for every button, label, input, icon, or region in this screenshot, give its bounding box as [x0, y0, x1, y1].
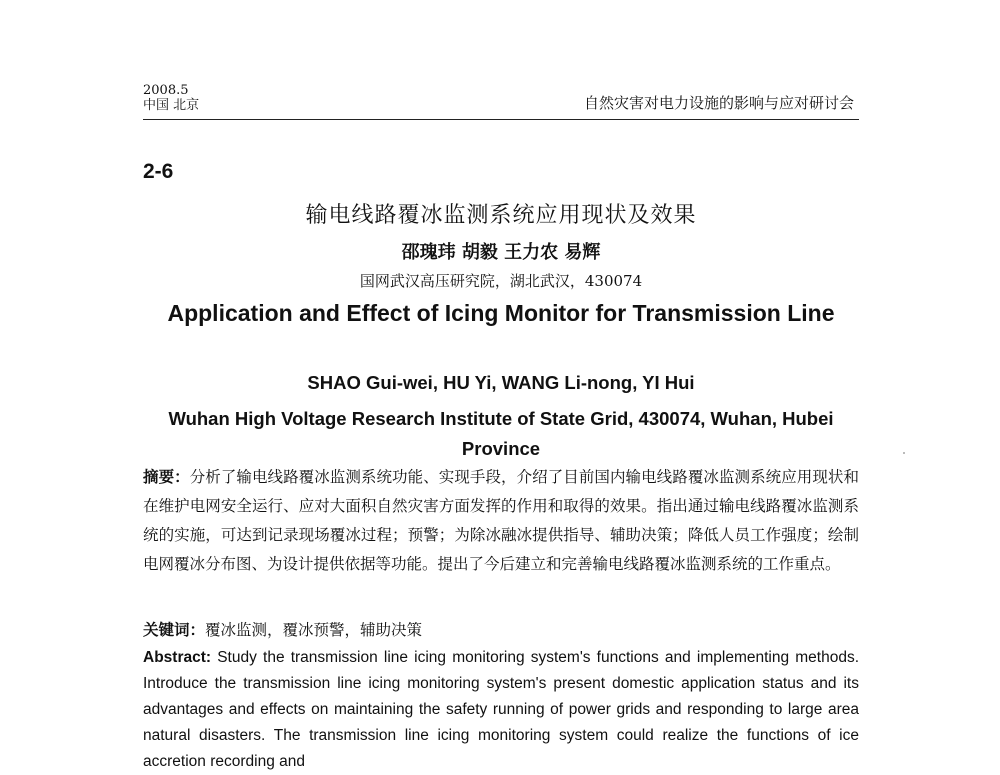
header-rule [143, 119, 859, 120]
title-cn: 输电线路覆冰监测系统应用现状及效果 [305, 203, 697, 228]
header-conference: 自然灾害对电力设施的影响与应对研讨会 [583, 94, 854, 112]
affiliation-en: Wuhan High Voltage Research Institute of State Grid, 430074, Wuhan, Hubei Province [168, 408, 834, 459]
abstract-cn-label: 摘要： [143, 467, 190, 486]
title-en: Application and Effect of Icing Monitor for Transmission Line [167, 300, 835, 326]
authors-en: SHAO Gui-wei, HU Yi, WANG Li-nong, YI Hui [307, 372, 695, 393]
header-date-location [143, 83, 199, 113]
keywords-cn-text: 覆冰监测，覆冰预警，辅助决策 [205, 621, 423, 639]
abstract-cn-text: 分析了输电线路覆冰监测系统功能、实现手段，介绍了目前国内输电线路覆冰监测系统应用现状和在维护电网安全运行、应对大面积自然灾害方面发挥的作用和取得的效果。指出通过输电线路覆冰监测系统的实施，可达到记录现场覆冰过程；预警；为除冰融冰提供指导、辅助决策；降低人员工作强度；绘制电网覆冰分布图、为设计提供依据等功能。提出了今后建立和完善输电线路覆冰监测系统的工作重点。 [143, 468, 859, 573]
keywords-cn [143, 618, 859, 640]
abstract-en-text: Study the transmission line icing monitoring system's functions and implementing methods. Introduce the transmission line icing monitoring system's present domestic application status and its advantages and effects on maintaining the safety running of power grids and responding to large area natural disasters. The transmission line icing monitoring system could realize the functions of ice accretion recording and [143, 649, 859, 770]
scan-speck [903, 452, 905, 454]
keywords-cn-label: 关键词： [143, 620, 206, 639]
authors-cn: 邵瑰玮 胡毅 王力农 易辉 [401, 242, 601, 263]
affiliation-cn: 国网武汉高压研究院，湖北武汉，430074 [359, 272, 643, 290]
abstract-en-label: Abstract: [143, 649, 212, 666]
abstract-en [143, 645, 859, 775]
abstract-cn [143, 462, 859, 579]
header-date: 2008.5 [143, 83, 189, 98]
header-location: 中国 北京 [143, 98, 200, 113]
section-number: 2-6 [143, 160, 174, 183]
